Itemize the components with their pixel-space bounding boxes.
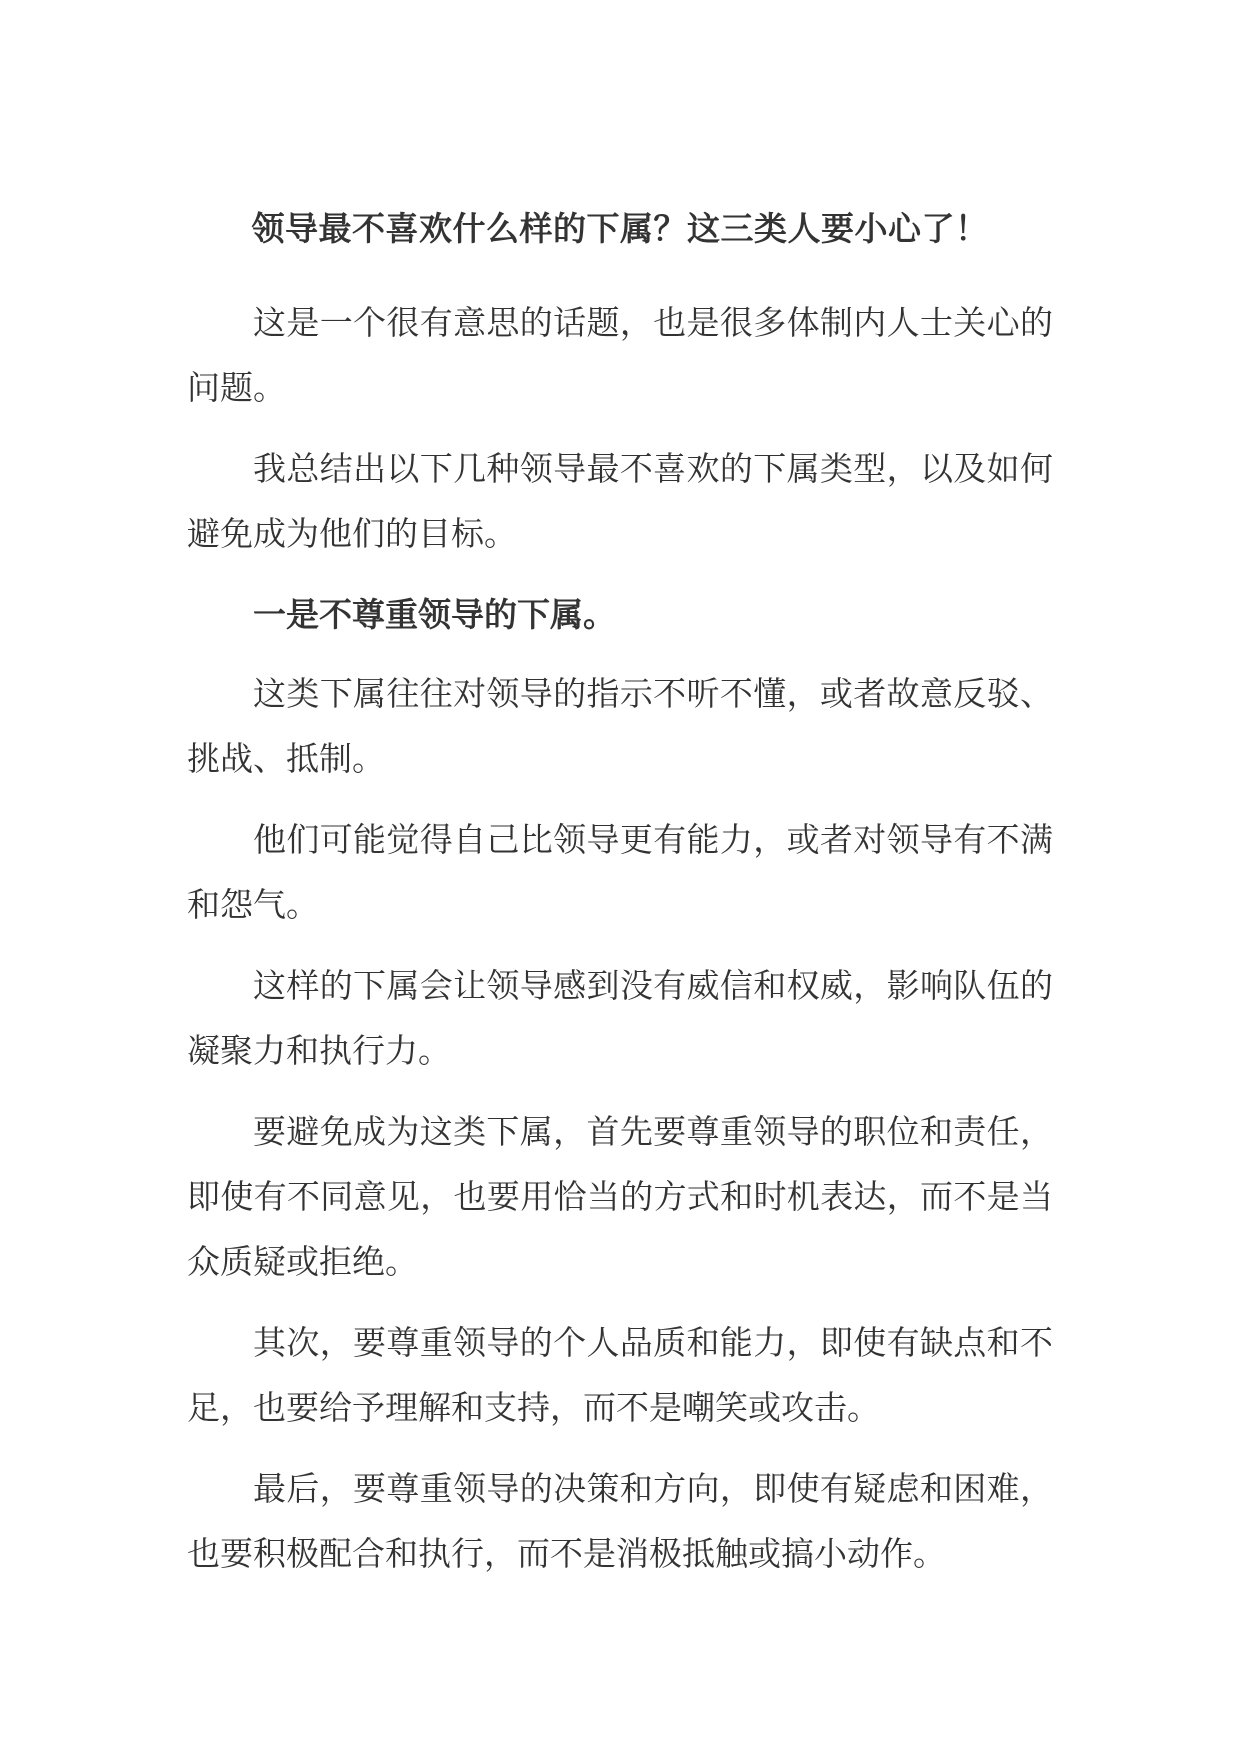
paragraph-intro-summary: 我总结出以下几种领导最不喜欢的下属类型，以及如何避免成为他们的目标。 [187, 449, 1053, 553]
paragraph-impact: 这样的下属会让领导感到没有威信和权威，影响队伍的凝聚力和执行力。 [187, 966, 1053, 1070]
section-heading-disrespect: 一是不尊重领导的下属。 [253, 595, 616, 634]
paragraph-advice-character: 其次，要尊重领导的个人品质和能力，即使有缺点和不足，也要给予理解和支持，而不是嘲笑或攻击。 [187, 1323, 1053, 1427]
paragraph-behavior: 这类下属往往对领导的指示不听不懂，或者故意反驳、挑战、抵制。 [187, 674, 1053, 778]
document-page [187, 196, 1053, 1602]
document-title: 领导最不喜欢什么样的下属？这三类人要小心了！ [251, 209, 989, 248]
paragraph-advice-decisions: 最后，要尊重领导的决策和方向，即使有疑虑和困难，也要积极配合和执行，而不是消极抵触或搞小动作。 [187, 1469, 1053, 1573]
paragraph-advice-position: 要避免成为这类下属，首先要尊重领导的职位和责任，即使有不同意见，也要用恰当的方式和时机表达，而不是当众质疑或拒绝。 [187, 1112, 1053, 1281]
paragraph-intro-topic: 这是一个很有意思的话题，也是很多体制内人士关心的问题。 [187, 303, 1053, 407]
paragraph-motive: 他们可能觉得自己比领导更有能力，或者对领导有不满和怨气。 [187, 820, 1053, 924]
